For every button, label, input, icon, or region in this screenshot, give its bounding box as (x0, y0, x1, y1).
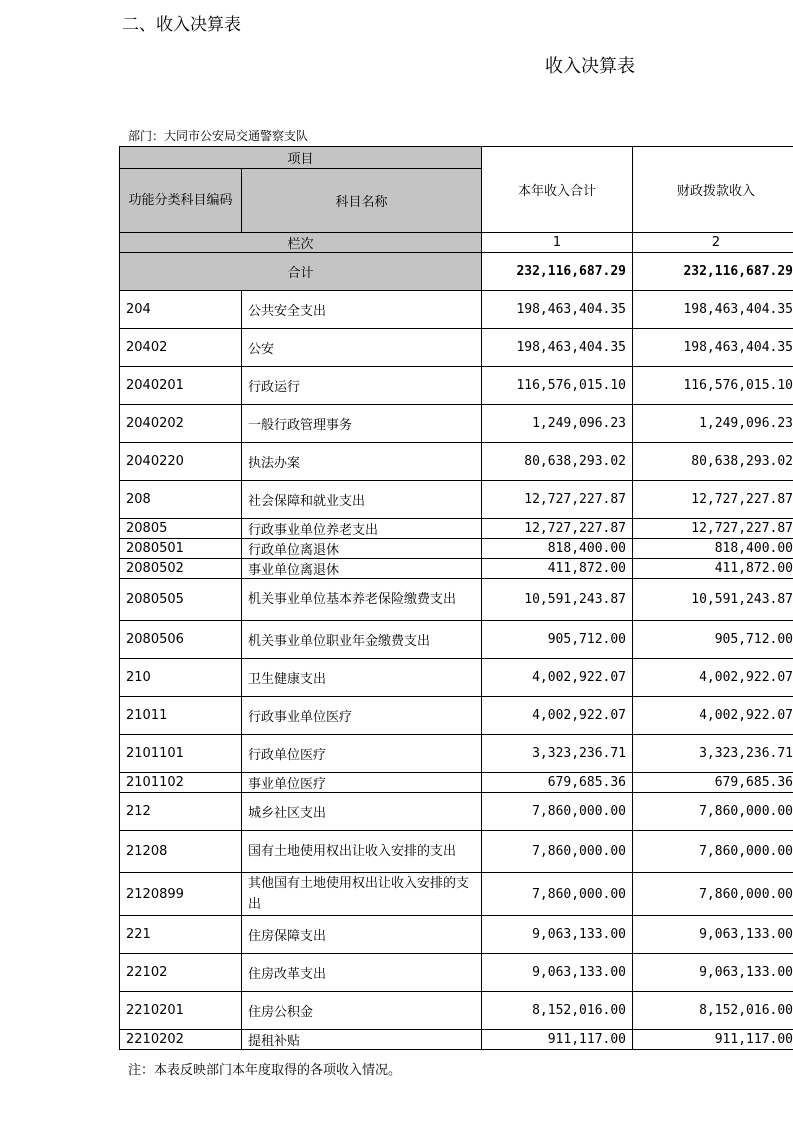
row-code: 221 (120, 916, 242, 954)
row-code: 21208 (120, 831, 242, 873)
row-col1: 4,002,922.07 (482, 659, 633, 697)
table-row (120, 992, 793, 1030)
header-row-item (120, 147, 793, 169)
row-name: 住房保障支出 (242, 916, 482, 954)
table-row (120, 329, 793, 367)
row-col1: 7,860,000.00 (482, 873, 633, 916)
table-row (120, 367, 793, 405)
row-name: 公共安全支出 (242, 291, 482, 329)
row-col1: 911,117.00 (482, 1030, 633, 1050)
row-col1: 7,860,000.00 (482, 793, 633, 831)
row-col1: 198,463,404.35 (482, 291, 633, 329)
table-row (120, 954, 793, 992)
row-name: 行政运行 (242, 367, 482, 405)
row-col1: 3,323,236.71 (482, 735, 633, 773)
row-col1: 80,638,293.02 (482, 443, 633, 481)
table-row (120, 539, 793, 559)
row-code: 22102 (120, 954, 242, 992)
table-row (120, 559, 793, 579)
row-col2: 905,712.00 (633, 621, 793, 659)
row-code: 20402 (120, 329, 242, 367)
row-col1: 4,002,922.07 (482, 697, 633, 735)
column-index-1: 1 (482, 233, 633, 253)
row-code: 2040202 (120, 405, 242, 443)
header-col2: 财政拨款收入 (633, 147, 793, 233)
row-name: 机关事业单位基本养老保险缴费支出 (242, 579, 482, 621)
row-col1: 12,727,227.87 (482, 481, 633, 519)
table-row (120, 916, 793, 954)
row-col1: 679,685.36 (482, 773, 633, 793)
row-col2: 10,591,243.87 (633, 579, 793, 621)
row-name: 事业单位离退休 (242, 559, 482, 579)
row-col1: 8,152,016.00 (482, 992, 633, 1030)
row-col1: 411,872.00 (482, 559, 633, 579)
row-col2: 9,063,133.00 (633, 916, 793, 954)
row-col2: 818,400.00 (633, 539, 793, 559)
table-row (120, 291, 793, 329)
row-code: 204 (120, 291, 242, 329)
table-row (120, 519, 793, 539)
column-index-row (120, 233, 793, 253)
row-col2: 4,002,922.07 (633, 659, 793, 697)
row-col1: 10,591,243.87 (482, 579, 633, 621)
row-code: 2210201 (120, 992, 242, 1030)
row-col2: 7,860,000.00 (633, 793, 793, 831)
table-row (120, 831, 793, 873)
row-code: 2080501 (120, 539, 242, 559)
row-name: 卫生健康支出 (242, 659, 482, 697)
row-name: 住房公积金 (242, 992, 482, 1030)
document-title: 收入决算表 (545, 56, 635, 77)
header-col1: 本年收入合计 (482, 147, 633, 233)
row-col1: 9,063,133.00 (482, 916, 633, 954)
row-col2: 4,002,922.07 (633, 697, 793, 735)
row-col2: 198,463,404.35 (633, 291, 793, 329)
row-name: 事业单位医疗 (242, 773, 482, 793)
row-name: 行政单位离退休 (242, 539, 482, 559)
row-col2: 679,685.36 (633, 773, 793, 793)
row-name: 提租补贴 (242, 1030, 482, 1050)
row-name: 住房改革支出 (242, 954, 482, 992)
table-row (120, 443, 793, 481)
row-col1: 1,249,096.23 (482, 405, 633, 443)
row-code: 212 (120, 793, 242, 831)
row-col2: 116,576,015.10 (633, 367, 793, 405)
table-row (120, 793, 793, 831)
row-name: 执法办案 (242, 443, 482, 481)
row-col2: 411,872.00 (633, 559, 793, 579)
row-code: 2080505 (120, 579, 242, 621)
total-label: 合计 (120, 253, 482, 291)
total-row (120, 253, 793, 291)
row-col2: 80,638,293.02 (633, 443, 793, 481)
row-code: 21011 (120, 697, 242, 735)
row-name: 机关事业单位职业年金缴费支出 (242, 621, 482, 659)
row-code: 2120899 (120, 873, 242, 916)
header-item: 项目 (120, 147, 482, 169)
row-code: 20805 (120, 519, 242, 539)
row-col2: 3,323,236.71 (633, 735, 793, 773)
table-row (120, 579, 793, 621)
row-col2: 911,117.00 (633, 1030, 793, 1050)
row-name: 行政事业单位养老支出 (242, 519, 482, 539)
row-code: 2210202 (120, 1030, 242, 1050)
column-index-2: 2 (633, 233, 793, 253)
table-row (120, 873, 793, 916)
row-col2: 7,860,000.00 (633, 831, 793, 873)
row-col2: 8,152,016.00 (633, 992, 793, 1030)
row-code: 2080506 (120, 621, 242, 659)
row-code: 2101101 (120, 735, 242, 773)
row-col2: 1,249,096.23 (633, 405, 793, 443)
table-row (120, 659, 793, 697)
department-label: 部门：大同市公安局交通警察支队 (128, 129, 309, 143)
table-row (120, 621, 793, 659)
income-table (119, 146, 793, 1050)
row-code: 2040220 (120, 443, 242, 481)
table-note: 注：本表反映部门本年度取得的各项收入情况。 (128, 1063, 402, 1078)
table-row (120, 735, 793, 773)
row-code: 2101102 (120, 773, 242, 793)
table-row (120, 773, 793, 793)
row-name: 行政单位医疗 (242, 735, 482, 773)
row-name: 一般行政管理事务 (242, 405, 482, 443)
table-row (120, 481, 793, 519)
row-col1: 818,400.00 (482, 539, 633, 559)
row-code: 2040201 (120, 367, 242, 405)
row-col2: 7,860,000.00 (633, 873, 793, 916)
row-name: 社会保障和就业支出 (242, 481, 482, 519)
column-index-label: 栏次 (120, 233, 482, 253)
row-col2: 9,063,133.00 (633, 954, 793, 992)
header-code: 功能分类科目编码 (120, 169, 242, 233)
row-col1: 905,712.00 (482, 621, 633, 659)
row-col1: 12,727,227.87 (482, 519, 633, 539)
row-col2: 12,727,227.87 (633, 481, 793, 519)
row-name: 国有土地使用权出让收入安排的支出 (242, 831, 482, 873)
row-col2: 198,463,404.35 (633, 329, 793, 367)
table-row (120, 697, 793, 735)
table-row (120, 1030, 793, 1050)
row-col1: 116,576,015.10 (482, 367, 633, 405)
header-name: 科目名称 (242, 169, 482, 233)
row-name: 城乡社区支出 (242, 793, 482, 831)
total-col2: 232,116,687.29 (633, 253, 793, 291)
total-col1: 232,116,687.29 (482, 253, 633, 291)
row-col1: 198,463,404.35 (482, 329, 633, 367)
row-col2: 12,727,227.87 (633, 519, 793, 539)
row-code: 2080502 (120, 559, 242, 579)
row-code: 208 (120, 481, 242, 519)
row-name: 行政事业单位医疗 (242, 697, 482, 735)
row-col1: 7,860,000.00 (482, 831, 633, 873)
row-name: 公安 (242, 329, 482, 367)
table-row (120, 405, 793, 443)
row-col1: 9,063,133.00 (482, 954, 633, 992)
section-title: 二、收入决算表 (122, 15, 241, 35)
row-code: 210 (120, 659, 242, 697)
row-name: 其他国有土地使用权出让收入安排的支出 (242, 873, 482, 916)
